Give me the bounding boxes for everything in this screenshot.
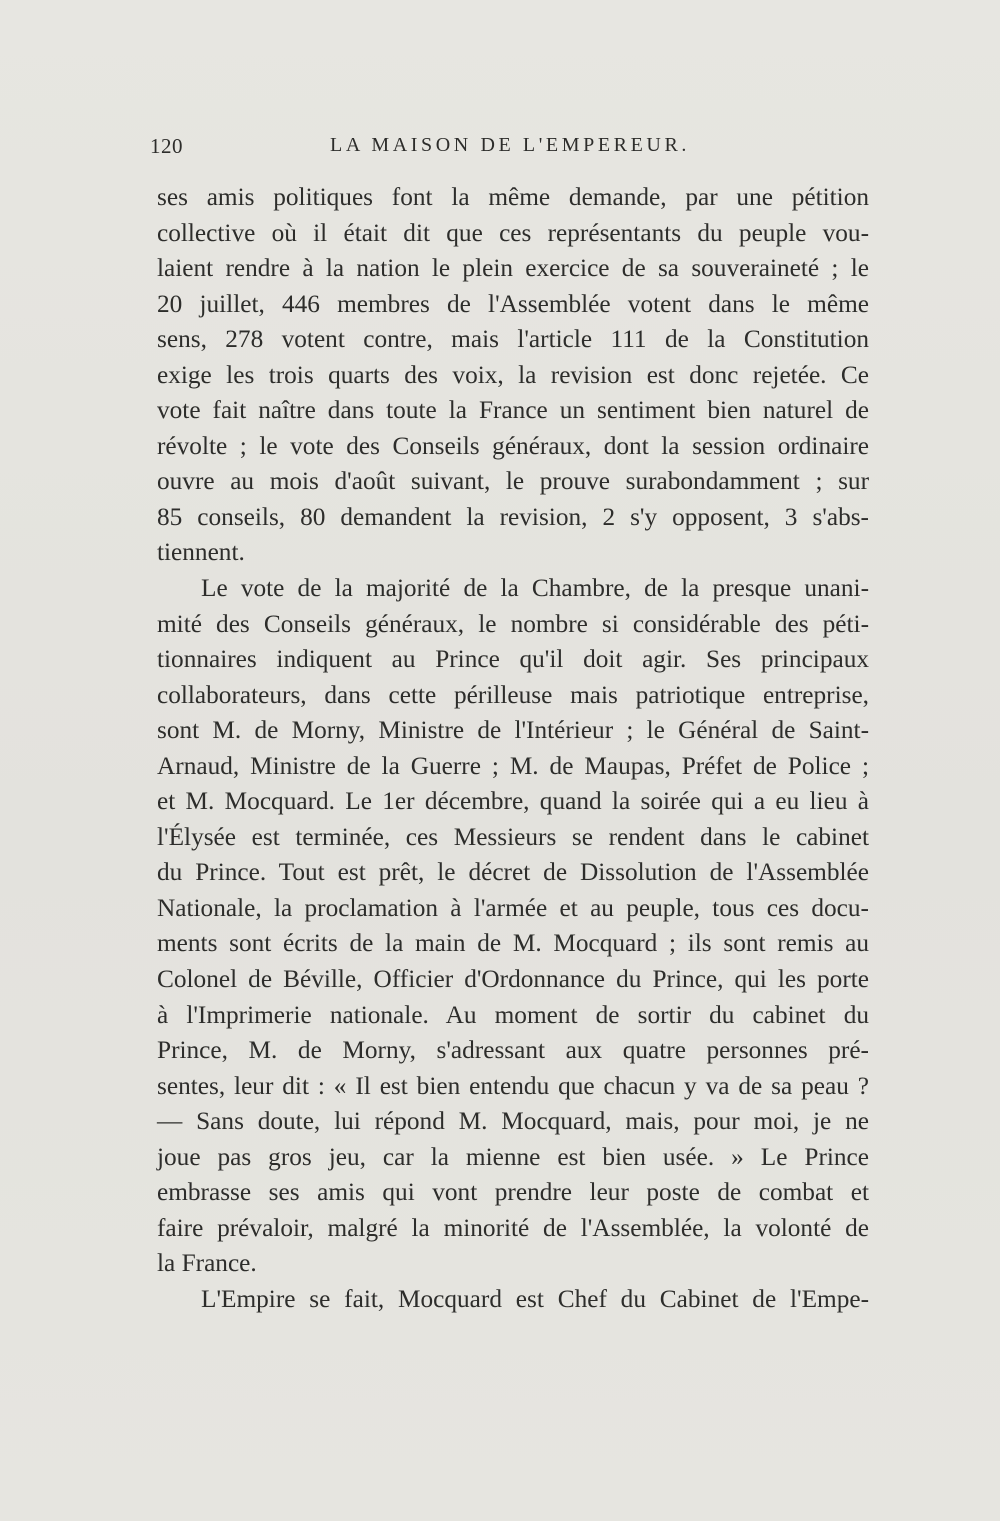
text-line: vote fait naître dans toute la France un sentiment bien naturel de	[157, 396, 869, 425]
text-line: ments sont écrits de la main de M. Mocquard ; ils sont remis au	[157, 929, 869, 958]
paragraph-1	[157, 180, 869, 571]
text-line: laient rendre à la nation le plein exercice de sa souveraineté ; le	[157, 254, 869, 283]
text-line: sens, 278 votent contre, mais l'article 111 de la Constitution	[157, 325, 869, 354]
text-line: Nationale, la proclamation à l'armée et au peuple, tous ces docu-	[157, 893, 869, 922]
text-line: exige les trois quarts des voix, la revision est donc rejetée. Ce	[157, 360, 869, 389]
text-line: la France.	[157, 1249, 257, 1278]
running-title: LA MAISON DE L'EMPEREUR.	[330, 134, 691, 156]
text-line: tiennent.	[157, 538, 245, 567]
text-line: sont M. de Morny, Ministre de l'Intérieur ; le Général de Saint-	[157, 716, 869, 745]
text-line: tionnaires indiquent au Prince qu'il doit agir. Ses principaux	[157, 645, 869, 674]
text-line: collective où il était dit que ces représentants du peuple vou-	[157, 218, 869, 247]
running-head	[150, 134, 865, 166]
text-line: Le vote de la majorité de la Chambre, de la presque unani-	[201, 574, 869, 603]
text-line: du Prince. Tout est prêt, le décret de Dissolution de l'Assemblée	[157, 858, 869, 887]
text-line: Prince, M. de Morny, s'adressant aux quatre personnes pré-	[157, 1036, 869, 1065]
text-line: joue pas gros jeu, car la mienne est bien usée. » Le Prince	[157, 1142, 869, 1171]
text-line: ouvre au mois d'août suivant, le prouve surabondamment ; sur	[157, 467, 869, 496]
text-line: mité des Conseils généraux, le nombre si considérable des péti-	[157, 609, 869, 638]
page-number: 120	[150, 134, 183, 158]
text-line: Arnaud, Ministre de la Guerre ; M. de Maupas, Préfet de Police ;	[157, 751, 869, 780]
text-line: ses amis politiques font la même demande, par une pétition	[157, 183, 869, 211]
text-line: collaborateurs, dans cette périlleuse mais patriotique entreprise,	[157, 680, 869, 709]
text-line: faire prévaloir, malgré la minorité de l'Assemblée, la volonté de	[157, 1213, 869, 1242]
text-line: 85 conseils, 80 demandent la revision, 2 s'y opposent, 3 s'abs-	[157, 502, 869, 531]
body-text	[157, 180, 869, 1318]
text-line: l'Élysée est terminée, ces Messieurs se rendent dans le cabinet	[157, 822, 869, 851]
text-line: révolte ; le vote des Conseils généraux, dont la session ordinaire	[157, 431, 869, 460]
text-line: — Sans doute, lui répond M. Mocquard, mais, pour moi, je ne	[157, 1107, 869, 1136]
paragraph-3	[157, 1282, 869, 1318]
text-line: embrasse ses amis qui vont prendre leur poste de combat et	[157, 1178, 869, 1207]
text-line: et M. Mocquard. Le 1er décembre, quand la soirée qui a eu lieu à	[157, 787, 869, 816]
text-line: Colonel de Béville, Officier d'Ordonnance du Prince, qui les porte	[157, 965, 869, 994]
text-line: sentes, leur dit : « Il est bien entendu que chacun y va de sa peau ?	[157, 1071, 869, 1100]
text-line: à l'Imprimerie nationale. Au moment de sortir du cabinet du	[157, 1000, 869, 1029]
text-line: L'Empire se fait, Mocquard est Chef du Cabinet de l'Empe-	[201, 1284, 869, 1313]
text-line: 20 juillet, 446 membres de l'Assemblée votent dans le même	[157, 289, 869, 318]
paragraph-2	[157, 571, 869, 1282]
